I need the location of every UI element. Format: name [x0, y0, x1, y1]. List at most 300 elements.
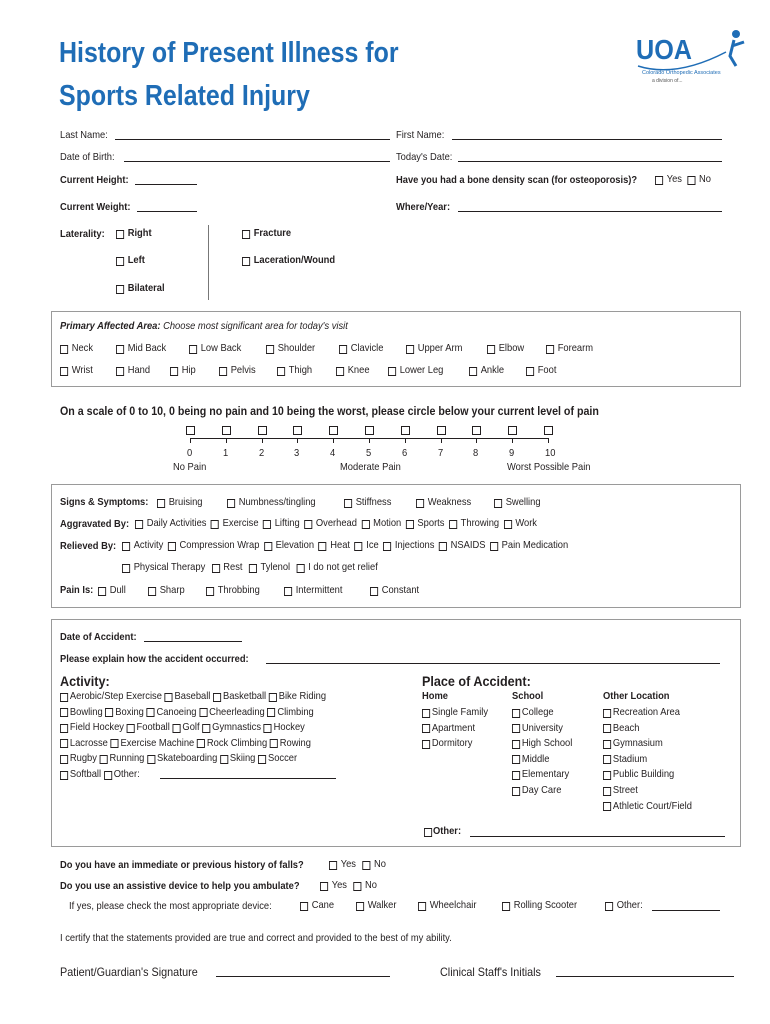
- pain-scale-tick: [333, 438, 334, 443]
- checkbox-icon[interactable]: [284, 587, 292, 596]
- device-other[interactable]: Other:: [605, 900, 643, 912]
- area-low-back[interactable]: Low Back: [189, 343, 241, 355]
- checkbox-icon[interactable]: [116, 230, 124, 239]
- checkbox-icon[interactable]: [469, 367, 477, 376]
- device-walker[interactable]: Walker: [356, 900, 396, 912]
- sign-swelling[interactable]: Swelling: [494, 497, 541, 509]
- pain-low-label: No Pain: [173, 462, 207, 473]
- checkbox-icon[interactable]: [655, 176, 663, 185]
- activity-cheerleading[interactable]: Cheerleading: [199, 707, 265, 719]
- relieved-injections[interactable]: Injections: [383, 540, 434, 552]
- area-forearm[interactable]: Forearm: [546, 343, 593, 355]
- place-school-middle[interactable]: Middle: [512, 754, 549, 766]
- checkbox-icon[interactable]: [199, 708, 207, 717]
- checkbox-icon[interactable]: [383, 542, 391, 551]
- aggravated-daily-activities[interactable]: Daily Activities: [135, 518, 206, 530]
- pain-level-box-7[interactable]: [437, 426, 446, 435]
- aggravated-work[interactable]: Work: [504, 518, 537, 530]
- checkbox-icon[interactable]: [356, 902, 364, 911]
- checkbox-icon[interactable]: [266, 345, 274, 354]
- sign-bruising[interactable]: Bruising: [157, 497, 202, 509]
- pain-level-box-5[interactable]: [365, 426, 374, 435]
- pain-scale-tick: [262, 438, 263, 443]
- area-upper-arm[interactable]: Upper Arm: [406, 343, 462, 355]
- pain-scale-tick: [297, 438, 298, 443]
- place-school-day-care[interactable]: Day Care: [512, 785, 561, 797]
- weight-label: Current Weight:: [60, 202, 131, 213]
- pain-level-label: 10: [545, 448, 556, 459]
- activity-aerobic-step-exercise[interactable]: Aerobic/Step Exercise: [60, 691, 162, 703]
- area-elbow[interactable]: Elbow: [487, 343, 524, 355]
- checkbox-icon[interactable]: [304, 520, 312, 529]
- checkbox-icon[interactable]: [258, 755, 266, 764]
- laterality-divider: [208, 225, 209, 300]
- pain-level-box-8[interactable]: [472, 426, 481, 435]
- checkbox-icon[interactable]: [422, 724, 430, 733]
- checkbox-icon[interactable]: [60, 771, 68, 780]
- activity-other-field[interactable]: [160, 769, 336, 779]
- bone-scan-no[interactable]: No: [687, 174, 711, 186]
- area-lower-leg[interactable]: Lower Leg: [388, 365, 443, 377]
- aggravated-lifting[interactable]: Lifting: [263, 518, 300, 530]
- area-mid-back[interactable]: Mid Back: [116, 343, 166, 355]
- place-other-beach[interactable]: Beach: [603, 723, 639, 735]
- place-other[interactable]: Other:: [424, 826, 461, 838]
- first-name-label: First Name:: [396, 130, 445, 141]
- pain-scale-tick: [512, 438, 513, 443]
- sign-weakness[interactable]: Weakness: [416, 497, 471, 509]
- activity-bike-riding[interactable]: Bike Riding: [269, 691, 326, 703]
- checkbox-icon[interactable]: [165, 693, 173, 702]
- activity-gymnastics[interactable]: Gymnastics: [202, 722, 261, 734]
- place-other-recreation-area[interactable]: Recreation Area: [603, 707, 680, 719]
- checkbox-icon[interactable]: [147, 755, 155, 764]
- laterality-left[interactable]: Left: [116, 255, 145, 267]
- relieved-rest[interactable]: Rest: [212, 562, 243, 574]
- injury-laceration[interactable]: Laceration/Wound: [242, 255, 335, 267]
- checkbox-icon[interactable]: [339, 345, 347, 354]
- checkbox-icon[interactable]: [353, 882, 361, 891]
- activity-row: [60, 769, 140, 781]
- pain-level-label: 1: [222, 448, 228, 459]
- aggravated-label: Aggravated By:: [60, 519, 130, 530]
- checkbox-icon[interactable]: [406, 345, 414, 354]
- pain-level-label: 7: [437, 448, 443, 459]
- checkbox-icon[interactable]: [242, 230, 250, 239]
- logo-mark: UOA: [636, 34, 693, 65]
- checkbox-icon[interactable]: [502, 902, 510, 911]
- pain-scale-tick: [476, 438, 477, 443]
- pain-level-label: 0: [187, 448, 193, 459]
- falls-question: Do you have an immediate or previous history of falls?: [60, 860, 304, 871]
- initials-field[interactable]: [556, 967, 734, 977]
- area-pelvis[interactable]: Pelvis: [219, 365, 256, 377]
- activity-lacrosse[interactable]: Lacrosse: [60, 738, 108, 750]
- checkbox-icon[interactable]: [148, 587, 156, 596]
- title-line-2: Sports Related Injury: [59, 80, 310, 112]
- weight-field[interactable]: [137, 202, 197, 212]
- dob-field[interactable]: [124, 152, 390, 162]
- checkbox-icon[interactable]: [296, 564, 304, 573]
- activity-row: [60, 753, 297, 765]
- injury-fracture[interactable]: Fracture: [242, 228, 291, 240]
- activity-skateboarding[interactable]: Skateboarding: [147, 753, 217, 765]
- checkbox-icon[interactable]: [277, 367, 285, 376]
- device-cane[interactable]: Cane: [300, 900, 334, 912]
- area-ankle[interactable]: Ankle: [469, 365, 504, 377]
- place-home-apartment[interactable]: Apartment: [422, 723, 475, 735]
- checkbox-icon[interactable]: [300, 902, 308, 911]
- activity-canoeing[interactable]: Canoeing: [147, 707, 197, 719]
- place-school-college[interactable]: College: [512, 707, 554, 719]
- signature-label: Patient/Guardian's Signature: [60, 965, 198, 979]
- checkbox-icon[interactable]: [362, 861, 370, 870]
- checkbox-icon[interactable]: [264, 724, 272, 733]
- checkbox-icon[interactable]: [370, 587, 378, 596]
- pain-is-intermittent[interactable]: Intermittent: [284, 585, 342, 597]
- activity-basketball[interactable]: Basketball: [213, 691, 266, 703]
- checkbox-icon[interactable]: [512, 771, 520, 780]
- pain-high-label: Worst Possible Pain: [507, 462, 591, 473]
- checkbox-icon[interactable]: [263, 520, 271, 529]
- aggravated-sports[interactable]: Sports: [406, 518, 445, 530]
- place-other-street[interactable]: Street: [603, 785, 638, 797]
- checkbox-icon[interactable]: [422, 740, 430, 749]
- checkbox-icon[interactable]: [487, 345, 495, 354]
- pain-mid-label: Moderate Pain: [340, 462, 401, 473]
- sign-numbness-tingling[interactable]: Numbness/tingling: [227, 497, 316, 509]
- checkbox-icon[interactable]: [603, 740, 611, 749]
- pain-scale-tick: [369, 438, 370, 443]
- checkbox-icon[interactable]: [361, 520, 369, 529]
- checkbox-icon[interactable]: [512, 724, 520, 733]
- checkbox-icon[interactable]: [170, 367, 178, 376]
- certify-statement: I certify that the statements provided are true and correct and provided to the best of my ability.: [60, 933, 452, 944]
- relieved-nsaids[interactable]: NSAIDS: [439, 540, 486, 552]
- checkbox-icon[interactable]: [157, 499, 165, 508]
- checkbox-icon[interactable]: [60, 345, 68, 354]
- where-year-label: Where/Year:: [396, 202, 451, 213]
- height-field[interactable]: [135, 175, 197, 185]
- activity-climbing[interactable]: Climbing: [267, 707, 313, 719]
- checkbox-icon[interactable]: [242, 257, 250, 266]
- pain-level-box-1[interactable]: [222, 426, 231, 435]
- activity-bowling[interactable]: Bowling: [60, 707, 103, 719]
- activity-golf[interactable]: Golf: [173, 722, 200, 734]
- checkbox-icon[interactable]: [116, 367, 124, 376]
- logo-tag: a division of...: [652, 78, 683, 84]
- falls-no[interactable]: No: [362, 859, 386, 871]
- accident-date-field[interactable]: [144, 632, 242, 642]
- activity-hockey[interactable]: Hockey: [264, 722, 305, 734]
- checkbox-icon[interactable]: [320, 882, 328, 891]
- bone-scan-yes[interactable]: Yes: [655, 174, 682, 186]
- checkbox-icon[interactable]: [269, 693, 277, 702]
- dob-label: Date of Birth:: [60, 152, 115, 163]
- place-other-gymnasium[interactable]: Gymnasium: [603, 738, 663, 750]
- pain-level-box-4[interactable]: [329, 426, 338, 435]
- checkbox-icon[interactable]: [249, 564, 257, 573]
- checkbox-icon[interactable]: [60, 724, 68, 733]
- place-school-elementary[interactable]: Elementary: [512, 769, 569, 781]
- checkbox-icon[interactable]: [603, 709, 611, 718]
- area-shoulder[interactable]: Shoulder: [266, 343, 315, 355]
- relieved-activity[interactable]: Activity: [122, 540, 163, 552]
- checkbox-icon[interactable]: [147, 708, 155, 717]
- checkbox-icon[interactable]: [105, 708, 113, 717]
- activity-boxing[interactable]: Boxing: [105, 707, 144, 719]
- primary-area-heading: Primary Affected Area: Choose most significant area for today's visit: [60, 321, 348, 332]
- checkbox-icon[interactable]: [603, 802, 611, 811]
- checkbox-icon[interactable]: [111, 739, 119, 748]
- checkbox-icon[interactable]: [212, 564, 220, 573]
- checkbox-icon[interactable]: [603, 787, 611, 796]
- height-label: Current Height:: [60, 175, 129, 186]
- checkbox-icon[interactable]: [116, 285, 124, 294]
- pain-is-label: Pain Is:: [60, 585, 94, 596]
- activity-field-hockey[interactable]: Field Hockey: [60, 722, 124, 734]
- laterality-label: Laterality:: [60, 229, 105, 240]
- activity-soccer[interactable]: Soccer: [258, 753, 297, 765]
- checkbox-icon[interactable]: [336, 367, 344, 376]
- checkbox-icon[interactable]: [512, 709, 520, 718]
- relieved-pain-medication[interactable]: Pain Medication: [490, 540, 568, 552]
- checkbox-icon[interactable]: [422, 709, 430, 718]
- signs-label: Signs & Symptoms:: [60, 497, 149, 508]
- place-heading: Place of Accident:: [422, 673, 531, 689]
- checkbox-icon[interactable]: [512, 740, 520, 749]
- checkbox-icon[interactable]: [60, 708, 68, 717]
- home-heading: Home: [422, 691, 448, 702]
- place-other-stadium[interactable]: Stadium: [603, 754, 647, 766]
- area-knee[interactable]: Knee: [336, 365, 370, 377]
- logo-sub: Colorado Orthopedic Associates: [642, 70, 721, 76]
- title-line-1: History of Present Illness for: [59, 37, 399, 69]
- pain-is-dull[interactable]: Dull: [98, 585, 126, 597]
- pain-level-label: 5: [366, 448, 372, 459]
- activity-exercise-machine[interactable]: Exercise Machine: [111, 738, 195, 750]
- activity-row: [60, 691, 326, 703]
- checkbox-icon[interactable]: [227, 499, 235, 508]
- checkbox-icon[interactable]: [687, 176, 695, 185]
- todays-date-field[interactable]: [458, 152, 722, 162]
- aggravated-options: [135, 518, 537, 530]
- pain-level-box-0[interactable]: [186, 426, 195, 435]
- checkbox-icon[interactable]: [264, 542, 272, 551]
- checkbox-icon[interactable]: [490, 542, 498, 551]
- aggravated-overhead[interactable]: Overhead: [304, 518, 357, 530]
- checkbox-icon[interactable]: [60, 693, 68, 702]
- checkbox-icon[interactable]: [206, 587, 214, 596]
- activity-row: [60, 707, 314, 719]
- pain-scale-heading: On a scale of 0 to 10, 0 being no pain and 10 being the worst, please circle below your current level of pain: [60, 404, 599, 418]
- checkbox-icon[interactable]: [603, 755, 611, 764]
- checkbox-icon[interactable]: [319, 542, 327, 551]
- area-clavicle[interactable]: Clavicle: [339, 343, 383, 355]
- checkbox-icon[interactable]: [494, 499, 502, 508]
- pain-level-label: 8: [473, 448, 479, 459]
- pain-scale-tick: [226, 438, 227, 443]
- pain-scale-tick: [190, 438, 191, 443]
- checkbox-icon[interactable]: [104, 771, 112, 780]
- pain-level-box-6[interactable]: [401, 426, 410, 435]
- area-thigh[interactable]: Thigh: [277, 365, 312, 377]
- checkbox-icon[interactable]: [116, 257, 124, 266]
- first-name-field[interactable]: [452, 130, 722, 140]
- checkbox-icon[interactable]: [504, 520, 512, 529]
- checkbox-icon[interactable]: [526, 367, 534, 376]
- checkbox-icon[interactable]: [60, 739, 68, 748]
- pain-level-box-10[interactable]: [544, 426, 553, 435]
- checkbox-icon[interactable]: [418, 902, 426, 911]
- place-school-high-school[interactable]: High School: [512, 738, 572, 750]
- aggravated-exercise[interactable]: Exercise: [211, 518, 259, 530]
- last-name-label: Last Name:: [60, 130, 108, 141]
- pain-level-label: 3: [294, 448, 300, 459]
- device-other-field[interactable]: [652, 901, 720, 911]
- checkbox-icon[interactable]: [197, 739, 205, 748]
- device-wheelchair[interactable]: Wheelchair: [418, 900, 476, 912]
- activity-other[interactable]: Other:: [104, 769, 140, 781]
- assistive-options: [320, 880, 377, 892]
- relieved-i-do-not-get-relief[interactable]: I do not get relief: [296, 562, 377, 574]
- initials-label: Clinical Staff's Initials: [440, 965, 541, 979]
- checkbox-icon[interactable]: [173, 724, 181, 733]
- checkbox-icon[interactable]: [211, 520, 219, 529]
- where-year-field[interactable]: [458, 202, 722, 212]
- checkbox-icon[interactable]: [202, 724, 210, 733]
- checkbox-icon[interactable]: [219, 367, 227, 376]
- accident-explain-label: Please explain how the accident occurred:: [60, 654, 249, 665]
- accident-explain-field[interactable]: [266, 654, 720, 664]
- place-other-field[interactable]: [470, 827, 725, 837]
- checkbox-icon[interactable]: [605, 902, 613, 911]
- device-question: If yes, please check the most appropriate device:: [69, 901, 272, 912]
- checkbox-icon[interactable]: [168, 542, 176, 551]
- pain-level-label: 4: [330, 448, 336, 459]
- page-title: [59, 32, 399, 118]
- activity-football[interactable]: Football: [127, 722, 170, 734]
- checkbox-icon[interactable]: [267, 708, 275, 717]
- checkbox-icon[interactable]: [355, 542, 363, 551]
- place-other-public-building[interactable]: Public Building: [603, 769, 674, 781]
- pain-is-constant[interactable]: Constant: [370, 585, 419, 597]
- relieved-elevation[interactable]: Elevation: [264, 540, 314, 552]
- relieved-options-1: [122, 540, 568, 552]
- relieved-ice[interactable]: Ice: [355, 540, 379, 552]
- pain-scale-tick: [548, 438, 549, 443]
- area-foot[interactable]: Foot: [526, 365, 556, 377]
- checkbox-icon[interactable]: [406, 520, 414, 529]
- aggravated-throwing[interactable]: Throwing: [449, 518, 499, 530]
- checkbox-icon[interactable]: [329, 861, 337, 870]
- checkbox-icon[interactable]: [512, 787, 520, 796]
- checkbox-icon[interactable]: [424, 828, 432, 837]
- device-rolling-scooter[interactable]: Rolling Scooter: [502, 900, 577, 912]
- place-school-university[interactable]: University: [512, 723, 563, 735]
- pain-is-sharp[interactable]: Sharp: [148, 585, 185, 597]
- area-hip[interactable]: Hip: [170, 365, 196, 377]
- checkbox-icon[interactable]: [98, 587, 106, 596]
- assistive-yes[interactable]: Yes: [320, 880, 347, 892]
- bone-scan-question: Have you had a bone density scan (for osteoporosis)?: [396, 175, 638, 186]
- checkbox-icon[interactable]: [189, 345, 197, 354]
- checkbox-icon[interactable]: [127, 724, 135, 733]
- activity-skiing[interactable]: Skiing: [220, 753, 255, 765]
- checkbox-icon[interactable]: [122, 564, 130, 573]
- checkbox-icon[interactable]: [416, 499, 424, 508]
- signature-field[interactable]: [216, 967, 390, 977]
- pain-level-label: 6: [401, 448, 407, 459]
- activity-heading: Activity:: [60, 673, 110, 689]
- activity-rugby[interactable]: Rugby: [60, 753, 97, 765]
- area-neck[interactable]: Neck: [60, 343, 93, 355]
- checkbox-icon[interactable]: [60, 755, 68, 764]
- relieved-heat[interactable]: Heat: [319, 540, 350, 552]
- bone-scan-options: [655, 174, 711, 186]
- checkbox-icon[interactable]: [220, 755, 228, 764]
- pain-level-box-9[interactable]: [508, 426, 517, 435]
- checkbox-icon[interactable]: [100, 755, 108, 764]
- checkbox-icon[interactable]: [603, 724, 611, 733]
- checkbox-icon[interactable]: [344, 499, 352, 508]
- checkbox-icon[interactable]: [546, 345, 554, 354]
- checkbox-icon[interactable]: [116, 345, 124, 354]
- accident-date-label: Date of Accident:: [60, 632, 137, 643]
- checkbox-icon[interactable]: [449, 520, 457, 529]
- pain-is-throbbing[interactable]: Throbbing: [206, 585, 260, 597]
- activity-softball[interactable]: Softball: [60, 769, 101, 781]
- checkbox-icon[interactable]: [388, 367, 396, 376]
- checkbox-icon[interactable]: [603, 771, 611, 780]
- last-name-field[interactable]: [115, 130, 390, 140]
- laterality-bilateral[interactable]: Bilateral: [116, 283, 165, 295]
- relieved-compression-wrap[interactable]: Compression Wrap: [168, 540, 260, 552]
- aggravated-motion[interactable]: Motion: [361, 518, 401, 530]
- checkbox-icon[interactable]: [270, 739, 278, 748]
- sign-stiffness[interactable]: Stiffness: [344, 497, 391, 509]
- checkbox-icon[interactable]: [439, 542, 447, 551]
- pain-level-label: 9: [509, 448, 515, 459]
- pain-scale-tick: [405, 438, 406, 443]
- relieved-tylenol[interactable]: Tylenol: [249, 562, 290, 574]
- activity-rock-climbing[interactable]: Rock Climbing: [197, 738, 267, 750]
- checkbox-icon[interactable]: [135, 520, 143, 529]
- place-home-dormitory[interactable]: Dormitory: [422, 738, 472, 750]
- checkbox-icon[interactable]: [213, 693, 221, 702]
- checkbox-icon[interactable]: [60, 367, 68, 376]
- place-home-single-family[interactable]: Single Family: [422, 707, 488, 719]
- area-hand[interactable]: Hand: [116, 365, 150, 377]
- pain-level-box-3[interactable]: [293, 426, 302, 435]
- checkbox-icon[interactable]: [122, 542, 130, 551]
- relieved-label: Relieved By:: [60, 541, 117, 552]
- place-other-athletic-court-field[interactable]: Athletic Court/Field: [603, 801, 692, 813]
- activity-row: [60, 738, 311, 750]
- other-location-heading: Other Location: [603, 691, 670, 702]
- activity-running[interactable]: Running: [100, 753, 145, 765]
- assistive-no[interactable]: No: [353, 880, 377, 892]
- checkbox-icon[interactable]: [512, 755, 520, 764]
- laterality-right[interactable]: Right: [116, 228, 152, 240]
- falls-yes[interactable]: Yes: [329, 859, 356, 871]
- activity-baseball[interactable]: Baseball: [165, 691, 211, 703]
- pain-level-box-2[interactable]: [258, 426, 267, 435]
- activity-row: [60, 722, 305, 734]
- relieved-physical-therapy[interactable]: Physical Therapy: [122, 562, 205, 574]
- activity-rowing[interactable]: Rowing: [270, 738, 311, 750]
- area-wrist[interactable]: Wrist: [60, 365, 93, 377]
